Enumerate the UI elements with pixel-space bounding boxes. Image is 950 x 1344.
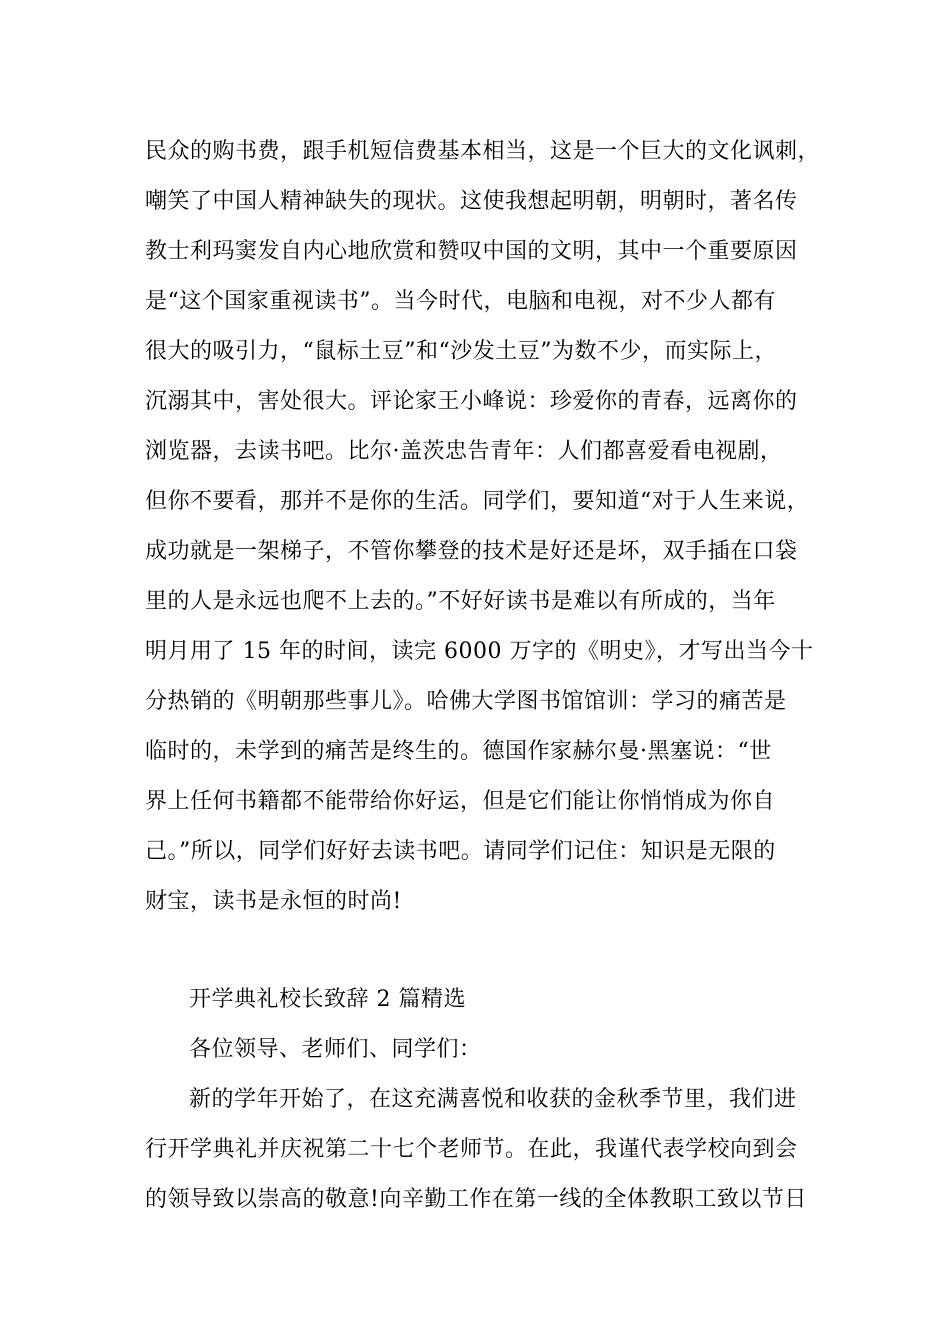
text-line: 嘲笑了中国人精神缺失的现状。这使我想起明朝，明朝时，著名传 — [145, 189, 798, 214]
text-line: 分热销的《明朝那些事儿》。哈佛大学图书馆馆训：学习的痛苦是 — [145, 689, 787, 714]
text-line: 浏览器，去读书吧。比尔·盖茨忠告青年：人们都喜爱看电视剧， — [145, 439, 783, 464]
text-line: 财宝，读书是永恒的时尚! — [145, 889, 402, 914]
text-line: 很大的吸引力，“鼠标土豆”和“沙发土豆”为数不少，而实际上， — [145, 339, 777, 364]
section-title: 开学典礼校长致辞 2 篇精选 — [189, 987, 466, 1012]
text-line: 界上任何书籍都不能带给你好运，但是它们能让你悄悄成为你自 — [145, 789, 776, 814]
text-line: 行开学典礼并庆祝第二十七个老师节。在此，我谨代表学校向到会 — [145, 1137, 798, 1162]
text-line: 里的人是永远也爬不上去的。”不好好读书是难以有所成的，当年 — [145, 589, 776, 614]
text-line: 民众的购书费，跟手机短信费基本相当，这是一个巨大的文化讽刺， — [145, 139, 821, 164]
text-line: 临时的，未学到的痛苦是终生的。德国作家赫尔曼·黑塞说：“世 — [145, 739, 772, 764]
text-line: 己。”所以，同学们好好去读书吧。请同学们记住：知识是无限的 — [145, 839, 776, 864]
text-line: 沉溺其中，害处很大。评论家王小峰说：珍爱你的青春，远离你的 — [145, 389, 798, 414]
text-line: 教士利玛窦发自内心地欣赏和赞叹中国的文明，其中一个重要原因 — [145, 239, 798, 264]
text-line: 新的学年开始了，在这充满喜悦和收获的金秋季节里，我们进 — [189, 1087, 797, 1112]
salutation: 各位领导、老师们、同学们： — [189, 1037, 482, 1062]
text-line: 但你不要看，那并不是你的生活。同学们，要知道“对于人生来说， — [145, 489, 810, 514]
text-line: 的领导致以崇高的敬意!向辛勤工作在第一线的全体教职工致以节日 — [145, 1187, 807, 1212]
text-line: 明月用了 15 年的时间，读完 6000 万字的《明史》，才写出当今十 — [145, 639, 814, 664]
text-line: 成功就是一架梯子，不管你攀登的技术是好还是坏，双手插在口袋 — [145, 539, 798, 564]
text-line: 是“这个国家重视读书”。当今时代，电脑和电视，对不少人都有 — [145, 289, 776, 314]
